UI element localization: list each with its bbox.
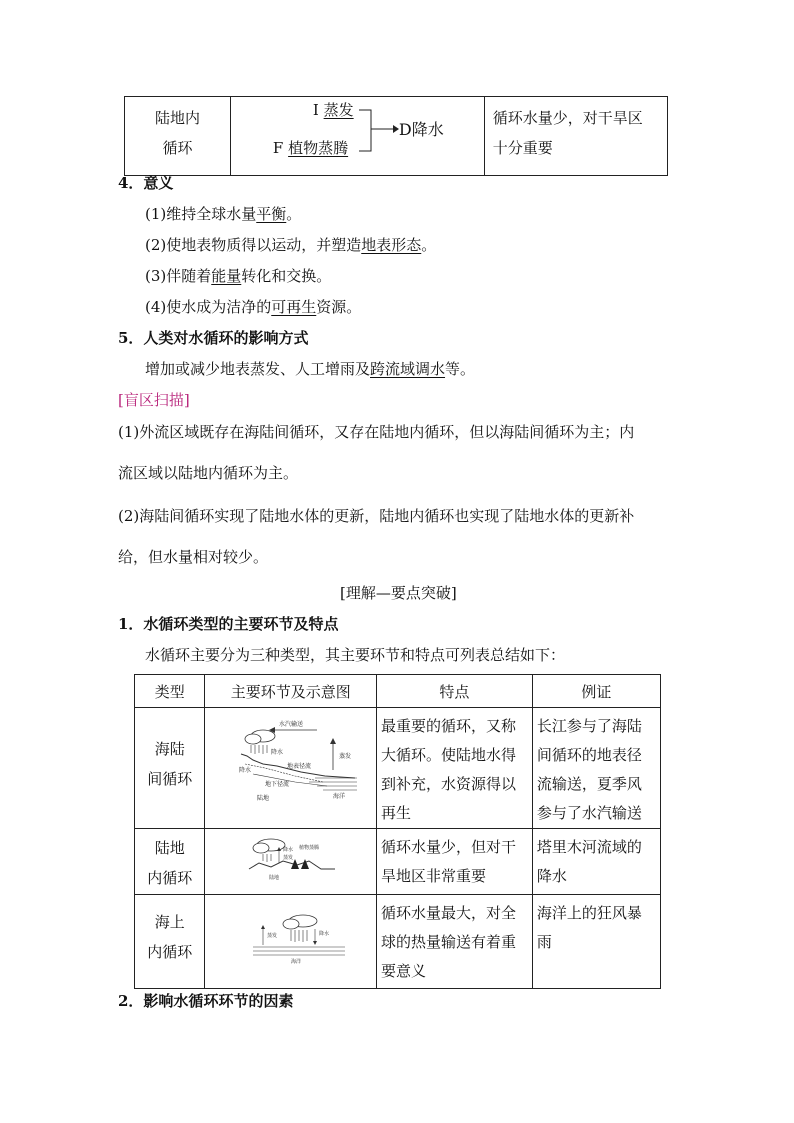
land-cycle-diagram-icon xyxy=(205,829,377,895)
diagram-label: 降水 xyxy=(283,847,294,853)
top-table xyxy=(124,96,668,176)
section5-text xyxy=(145,358,475,379)
flow-top-prefix: I xyxy=(312,101,319,119)
section1-intro: 水循环主要分为三种类型，其主要环节和特点可列表总结如下： xyxy=(145,646,566,664)
flow-bottom-prefix: F xyxy=(272,139,284,157)
row3-type xyxy=(135,895,205,989)
understand-heading: [理解—要点突破] xyxy=(340,584,457,602)
flow-bottom xyxy=(273,137,348,158)
diagram-label: 地表径流 xyxy=(287,763,312,770)
diagram-label: 陆地 xyxy=(257,795,270,802)
row3-feature: 循环水量最大，对全球的热量输送有着重要意义 xyxy=(376,895,532,989)
row3-diagram xyxy=(205,895,377,989)
blind-spot-p1-line2: 流区域以陆地内循环为主。 xyxy=(118,464,299,482)
item-key: 地表形态 xyxy=(361,236,422,254)
flow-result: D降水 xyxy=(398,120,444,139)
row3-example: 海洋上的狂风暴雨 xyxy=(532,895,660,989)
section2-heading: 2．影响水循环环节的因素 xyxy=(118,992,294,1010)
top-feature-line2: 十分重要 xyxy=(492,139,553,157)
row2-diagram xyxy=(205,829,377,895)
blind-spot-p1-line1: (1)外流区域既存在海陆间循环，又存在陆地内循环，但以海陆间循环为主；内 xyxy=(118,423,635,441)
item-text: (1)维持全球水量 xyxy=(145,205,257,223)
header-example: 例证 xyxy=(532,675,660,708)
section4-heading: 4．意义 xyxy=(118,174,174,192)
row1-type xyxy=(135,708,205,829)
item-text: 。 xyxy=(421,236,437,254)
type-line: 内循环 xyxy=(147,943,193,961)
section1-heading: 1．水循环类型的主要环节及特点 xyxy=(118,615,339,633)
item-text: (3)伴随着 xyxy=(145,267,212,285)
diagram-label: 地下径流 xyxy=(265,781,290,788)
diagram-label: 水汽输送 xyxy=(279,721,304,728)
header-diagram: 主要环节及示意图 xyxy=(205,675,377,708)
ocean-cycle-diagram-icon xyxy=(205,895,377,989)
diagram-label: 植物蒸腾 xyxy=(299,845,320,851)
top-table-feature-cell xyxy=(484,97,667,176)
row2-feature: 循环水量少，但对干旱地区非常重要 xyxy=(376,829,532,895)
diagram-label: 蒸发 xyxy=(283,855,294,861)
item-key: 可再生 xyxy=(271,298,317,316)
top-table-type-cell xyxy=(125,97,231,176)
item-key: 平衡 xyxy=(256,205,287,223)
header-type: 类型 xyxy=(135,675,205,708)
type-line: 海陆 xyxy=(154,740,185,758)
item-key: 能量 xyxy=(211,267,242,285)
blind-spot-tag: [盲区扫描] xyxy=(118,391,190,409)
blind-spot-p2-line1: (2)海陆间循环实现了陆地水体的更新，陆地内循环也实现了陆地水体的更新补 xyxy=(118,507,635,525)
diagram-label: 海洋 xyxy=(291,959,302,965)
diagram-label: 降水 xyxy=(239,767,252,774)
flow-top xyxy=(313,99,354,120)
table-row xyxy=(135,829,661,895)
diagram-label: 海洋 xyxy=(333,793,346,800)
table-row xyxy=(135,895,661,989)
blind-spot-p2-line2: 给，但水量相对较少。 xyxy=(118,548,269,566)
type-line: 间循环 xyxy=(147,770,193,788)
sea-land-cycle-diagram-icon xyxy=(205,708,377,828)
section4-item-1 xyxy=(145,203,301,224)
table-row xyxy=(135,708,661,829)
top-table-flow-cell xyxy=(230,97,484,176)
item-text: 转化和交换。 xyxy=(241,267,332,285)
section5-text-part: 等。 xyxy=(445,360,476,378)
flow-bracket-arrow-icon xyxy=(359,105,399,157)
diagram-label: 蒸发 xyxy=(267,933,278,939)
row1-feature: 最重要的循环，又称大循环。使陆地水得到补充，水资源得以再生 xyxy=(376,708,532,829)
item-text: 。 xyxy=(286,205,302,223)
flow-top-label: 蒸发 xyxy=(323,101,354,119)
row1-diagram xyxy=(205,708,377,829)
top-feature-line1: 循环水量少，对干旱区 xyxy=(492,109,643,127)
item-text: (2)使地表物质得以运动，并塑造 xyxy=(145,236,362,254)
diagram-label: 降水 xyxy=(271,749,284,756)
section5-key: 跨流域调水 xyxy=(370,360,446,378)
type-line: 海上 xyxy=(154,913,185,931)
diagram-label: 蒸发 xyxy=(339,753,352,760)
diagram-label: 陆地 xyxy=(269,875,280,881)
section4-item-4 xyxy=(145,296,361,317)
water-cycle-table xyxy=(134,674,661,989)
section5-heading: 5．人类对水循环的影响方式 xyxy=(118,329,309,347)
table-header-row xyxy=(135,675,661,708)
diagram-label: 降水 xyxy=(319,931,330,937)
section4-item-3 xyxy=(145,265,331,286)
top-type-line2: 循环 xyxy=(162,139,193,157)
type-line: 内循环 xyxy=(147,869,193,887)
section5-text-part: 增加或减少地表蒸发、人工增雨及 xyxy=(145,360,371,378)
section4-item-2 xyxy=(145,234,436,255)
item-text: (4)使水成为洁净的 xyxy=(145,298,272,316)
item-text: 资源。 xyxy=(316,298,362,316)
header-feature: 特点 xyxy=(376,675,532,708)
top-type-line1: 陆地内 xyxy=(154,109,200,127)
row2-example: 塔里木河流域的降水 xyxy=(532,829,660,895)
row1-example: 长江参与了海陆间循环的地表径流输送，夏季风参与了水汽输送 xyxy=(532,708,660,829)
flow-bottom-label: 植物蒸腾 xyxy=(288,139,349,157)
type-line: 陆地 xyxy=(154,839,185,857)
row2-type xyxy=(135,829,205,895)
